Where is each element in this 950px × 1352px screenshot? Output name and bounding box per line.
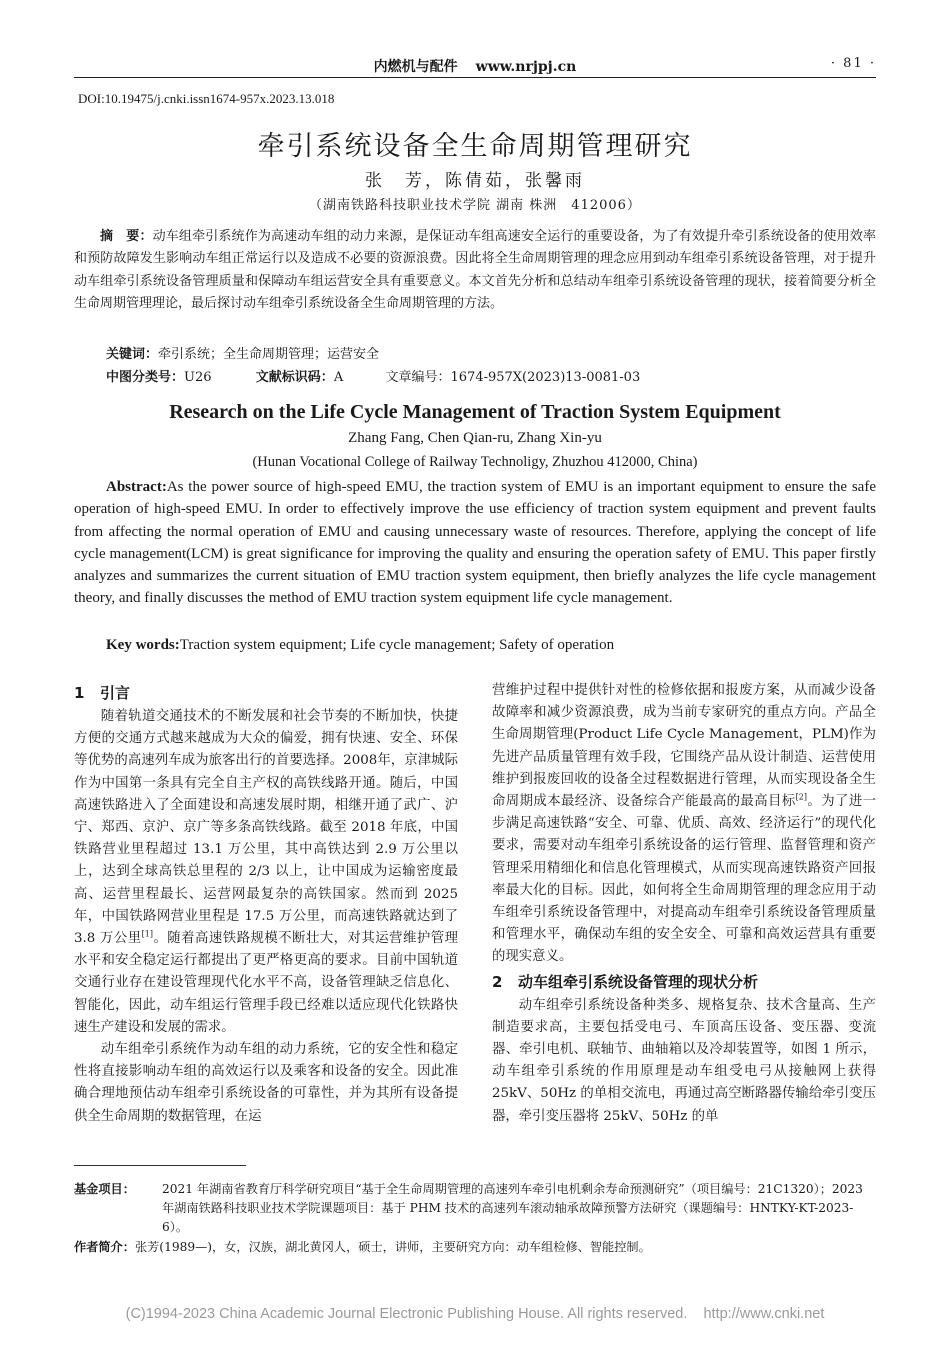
keywords-en-label: Key words: (106, 637, 180, 653)
keywords-cn (106, 343, 379, 362)
abstract-en-label: Abstract: (106, 479, 167, 495)
citation-ref[interactable]: [2] (795, 792, 807, 802)
footnote-rule (74, 1165, 246, 1166)
affiliation-cn: （湖南铁路科技职业技术学院 湖南 株洲 412006） (309, 198, 641, 213)
clc-label: 中图分类号： (106, 370, 185, 385)
funding-label: 基金项目： (74, 1182, 135, 1196)
affiliation-en: (Hunan Vocational College of Railway Technoligy, Zhuzhou 412000, China) (252, 454, 698, 470)
paper-title-en: Research on the Life Cycle Management of Traction System Equipment (169, 401, 781, 423)
paragraph (74, 706, 458, 1039)
right-column (492, 680, 876, 1128)
article-no-label: 文章编号： (385, 370, 451, 385)
authors-cn: 张 芳，陈倩茹，张馨雨 (365, 171, 585, 191)
header-rule (74, 77, 876, 78)
doi[interactable]: DOI:10.19475/j.cnki.issn1674-957x.2023.13.018 (78, 91, 335, 106)
citation-ref[interactable]: [1] (141, 929, 153, 939)
doc-code-label: 文献标识码： (255, 370, 334, 385)
doc-code-value: A (333, 370, 344, 385)
section-2-title: 动车组牵引系统设备管理的现状分析 (518, 972, 759, 991)
journal-website[interactable]: www.nrjpj.cn (475, 59, 577, 75)
keywords-cn-text: 牵引系统；全生命周期管理；运营安全 (158, 347, 380, 362)
abstract-cn-label: 摘 要： (100, 229, 153, 244)
section-2-number: 2 (492, 972, 503, 991)
section-1-heading (74, 680, 458, 706)
article-no-value: 1674-957X(2023)13-0081-03 (450, 370, 641, 385)
left-column (74, 680, 458, 1128)
paragraph: 动车组牵引系统作为动车组的动力系统，它的安全性和稳定性将直接影响动车组的高效运行以及乘客和设备的安全。因此准确合理地预估动车组牵引系统设备的可靠性，并为其所有设备提供全生命周期的数据管理，在运 (74, 1042, 458, 1124)
keywords-cn-label: 关键词： (106, 347, 159, 362)
paragraph-text: 随着轨道交通技术的不断发展和社会节奏的不断加快，快捷方便的交通方式越来越成为大众的偏爱，拥有快速、安全、环保等优势的高速列车成为旅客出行的首要选择。2008年，京津城际作为中国第一条具有完全自主产权的高铁线路开通。随后，中国高速铁路进入了全面建设和高速发展时期，相继开通了武广、沪宁、郑西、京沪、京广等多条高铁线路。截至 2018 年底，中国铁路营业里程超过 13.1 万公里，其中高铁达到 2.9 万公里以上，达到全球高铁总里程的 2/3 以上，让中国成为运输密度最高、运营里程最长、运营网最复杂的高铁国家。然而到 2025 年，中国铁路网营业里程是 17.5 万公里，而高速铁路就达到了 3.8 万公里 (74, 709, 458, 947)
paragraph: 动车组牵引系统设备种类多、规格复杂、技术含量高、生产制造要求高，主要包括受电弓、车顶高压设备、变压器、变流器、牵引电机、联轴节、曲轴箱以及冷却装置等，如图 1 所示，动车组牵引系统的作用原理是动车组受电弓从接触网上获得 25kV、50Hz 的单相交流电，再通过高空断路器传输给牵引变压器，牵引变压器将 25kV、50Hz 的单 (492, 997, 876, 1124)
clc-value: U26 (184, 370, 212, 385)
section-1-title: 引言 (100, 684, 131, 702)
running-header (0, 56, 950, 76)
author-bio-text: 张芳(1989—)，女，汉族，湖北黄冈人，硕士，讲师，主要研究方向：动车组检修、智能控制。 (134, 1240, 651, 1254)
paragraph-text: 。为了进一步满足高速铁路“安全、可靠、优质、高效、经济运行”的现代化要求，需要对动车组牵引系统设备的运行管理、监督管理和资产管理采用精细化和信息化管理模式，从而实现高速铁路资产回报率最大化的目标。因此，如何将全生命周期管理的理念应用于动车组牵引系统设备管理中，对提高动车组牵引系统设备管理质量和管理水平，确保动车组的安全安全、可靠和高效运营具有重要的现实意义。 (492, 794, 877, 965)
copyright-watermark: (C)1994-2023 China Academic Journal Electronic Publishing House. All rights reserved. http://www.cnki.net (125, 1306, 825, 1322)
author-bio-label: 作者简介： (74, 1240, 135, 1254)
paragraph (492, 680, 876, 969)
abstract-en-text: As the power source of high-speed EMU, the traction system of EMU is an important equipment to ensure the safe operation of high-speed EMU. In order to effectively improve the use efficiency of traction system equipment and prevent faults from affecting the normal operation of EMU and causing unnecessary waste of resources. Therefore, applying the concept of life cycle management(LCM) is great significance for improving the quality and ensuring the operation safety of EMU. This paper firstly analyzes and summarizes the current situation of EMU traction system equipment, then briefly analyzes the life cycle management theory, and finally discusses the method of EMU traction system equipment life cycle management. (74, 479, 876, 607)
author-bio-note (74, 1238, 876, 1257)
classification-row (106, 366, 640, 385)
abstract-cn (74, 226, 876, 315)
keywords-en (106, 637, 614, 654)
journal-name: 内燃机与配件 (373, 59, 458, 75)
keywords-en-text: Traction system equipment; Life cycle management; Safety of operation (179, 637, 615, 653)
section-1-number: 1 (74, 684, 85, 702)
paper-title-cn: 牵引系统设备全生命周期管理研究 (257, 131, 693, 162)
paragraph-text: 营维护过程中提供针对性的检修依据和报废方案，从而减少设备故障率和减少资源浪费，成为当前专家研究的重点方向。产品全生命周期管理(Product Life Cycle Management，PLM)作为先进产品质量管理有效手段，它围绕产品从设计制造、运营使用维护到报废回收的设备全过程数据进行管理，从而实现设备全生命周期成本最经济、设备综合产能最高的最高目标 (492, 683, 876, 810)
page-number: · 81 · (830, 56, 876, 71)
paragraph-text: 。随着高速铁路规模不断壮大，对其运营维护管理水平和安全稳定运行都提出了更严格更高的要求。目前中国轨道交通行业存在建设管理现代化水平不高，设备管理缺乏信息化、智能化，因此，动车组运行管理手段已经难以适应现代化铁路快速生产建设和发展的需求。 (74, 931, 458, 1035)
abstract-cn-text: 动车组牵引系统作为高速动车组的动力来源，是保证动车组高速安全运行的重要设备，为了有效提升牵引系统设备的使用效率和预防故障发生影响动车组正常运行以及造成不必要的资源浪费。因此将全生命周期管理的理念应用到动车组牵引系统设备管理，对于提升动车组牵引系统设备管理质量和保障动车组运营安全具有重要意义。本文首先分析和总结动车组牵引系统设备管理的现状，接着简要分析全生命周期管理理论，最后探讨动车组牵引系统设备全生命周期管理的方法。 (74, 229, 876, 311)
abstract-en (74, 476, 876, 610)
funding-text: 2021 年湖南省教育厅科学研究项目“基于全生命周期管理的高速列车牵引电机剩余寿命预测研究”（项目编号：21C1320）；2023 年湖南铁路科技职业技术学院课题项目：基于 PHM 技术的高速列车滚动轴承故障预警方法研究（课题编号：HNTKY-KT-2023-6）。 (162, 1182, 863, 1234)
section-2-heading (492, 969, 876, 995)
funding-note (74, 1180, 876, 1237)
authors-en: Zhang Fang, Chen Qian-ru, Zhang Xin-yu (348, 430, 602, 446)
